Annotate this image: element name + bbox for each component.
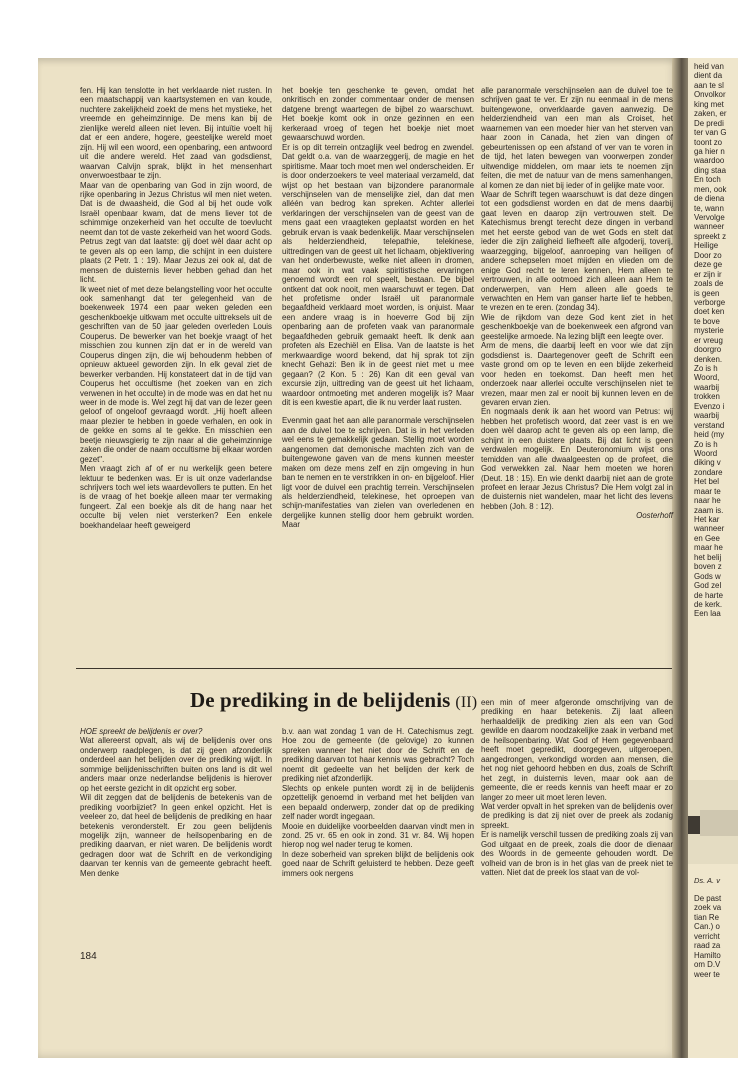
paragraph: fen. Hij kan tenslotte in het verklaarde niet rusten. In een maatschappij van kaartsystemen en van koude, nuchtere zakelijkheid zoekt de mens het mystieke, het vreemde en geheimzinnige. De mens kan bij de zienlijke wereld alleen niet leven. Bij intuïtie voelt hij dat er een andere, hogere, geestelijke wereld moet zijn. Hij wil een woord, een openbaring, een antwoord uit die andere wereld. Het zaad van godsdienst, waarvan Calvijn sprak, blijkt in het mensenhart onverwoestbaar te zijn. <box>80 86 272 181</box>
upper-article-column-2 <box>282 86 474 530</box>
next-page-line: doorgro <box>694 345 722 355</box>
next-page-line: de diena <box>694 194 725 204</box>
next-page-line: er vreug <box>694 335 723 345</box>
opening-question: HOE spreekt de belijdenis er over? <box>80 727 203 736</box>
paragraph: Mooie en duidelijke voorbeelden daarvan vindt men in zond. 25 vr. 65 en ook in zond. 31 vr. 84. Wij hopen hierop nog wel nader terug te komen. <box>282 821 474 850</box>
paragraph: Slechts op enkele punten wordt zij in de belijdenis opzettelijk genoemd in verband met het belijden van een bepaald onderwerp, zonder dat op de prediking zelf nader wordt ingegaan. <box>282 783 474 822</box>
next-page-line: men, ook <box>694 184 727 194</box>
next-page-line: Hamilto <box>694 950 721 960</box>
next-page-line: verricht <box>694 931 720 941</box>
next-page-line: Zo is h <box>694 364 718 373</box>
next-page-line: wanneer <box>694 222 725 232</box>
next-page-line: Het bel <box>694 477 720 487</box>
paragraph: Waar de Schrift tegen waarschuwt is dat deze dingen tot een godsdienst worden en dat de mens daarbij gaat leven en daarop zijn vertrouwen stelt. De Katechismus brengt terecht deze dingen in verband met het eerste gebod van de wet Gods en stelt dat ieder die zijn zaligheid liefheeft alle afgoderij, toverij, waarzegging, bijgeloof, aanroeping van heiligen of andere schepselen moet mijden en vlieden om de enige God recht te leren kennen, Hem alleen te vertrouwen, in alle ootmoed zich alleen aan Hem te onderwerpen, van Hem alleen alle goeds te verwachten en Hem van ganser harte lief te hebben, te vrezen en te eren. (zondag 34). <box>481 189 673 313</box>
next-page-line: Vervolge <box>694 213 725 222</box>
next-page-line: mysterie <box>694 326 724 336</box>
paragraph: b.v. aan wat zondag 1 van de H. Catechismus zegt. Hoe zou de gemeente (de gelovige) zo kunnen spreken wanneer het niet door de Schrift en de prediking daarvan tot haar kennis was gebracht? Toch noemt dit gedeelte van het belijden der kerk de prediking niet afzonderlijk. <box>282 727 474 784</box>
next-page-line: En toch <box>694 175 721 185</box>
next-page-line: en Gee <box>694 533 720 543</box>
paragraph: In deze soberheid van spreken blijkt de belijdenis ook goed naar de Schrift geluisterd te hebben. Deze geeft immers ook nergens <box>282 849 474 878</box>
next-page-line: zondare <box>694 467 723 477</box>
next-page-line: boven z <box>694 562 722 572</box>
next-page-line: te bove <box>694 316 720 326</box>
next-page-line: aan te sl <box>694 80 724 90</box>
next-page-line: Zo is h <box>694 439 718 449</box>
next-page-line: toont zo <box>694 137 723 147</box>
next-page-line: heid (my <box>694 430 725 440</box>
next-page-line: Een laa <box>694 609 721 619</box>
book-gutter <box>672 58 688 1058</box>
next-page-line: de kerk. <box>694 599 723 609</box>
next-page-line: spreekt z <box>694 231 727 241</box>
next-page-photo-light <box>700 810 738 836</box>
paragraph: Maar van de openbaring van God in zijn woord, de rijke openbaring in Jezus Christus wil men niet weten. Dat is de dwaasheid, die God al bij het oude volk Israël openbaar kwam, dat de mens liever tot de schimmige onzekerheid van het occulte de toevlucht neemt dan tot de vaste zekerheid van het woord Gods. Petrus zegt van dat laatste: gij doet wèl daar acht op te geven als op een lamp, die schijnt in een duistere plaats (2 Petr. 1 : 19). Maar Jezus zei ook al, dat de mensen de duisternis liever hebben gehad dan het licht. <box>80 180 272 285</box>
paragraph: Wat allereerst opvalt, als wij de belijdenis over ons onderwerp raadplegen, is dat zij geen afzonderlijk onderdeel aan het belijden over de prediking wijdt. In sommige belijdenisschriften buiten ons land is dit wel anders maar onze nederlandse belijdenis is hierover op het eerste gezicht in dit opzicht erg sober. <box>80 736 272 793</box>
next-page-line: is geen <box>694 288 720 298</box>
paragraph: Wie de rijkdom van deze God kent ziet in het geschenkboekje van de boekenweek een afgrond van geestelijke armoede. Na lezing blijft een leegte over. <box>481 312 673 341</box>
paragraph: Arm de mens, die daarbij leeft en voor wie dat zijn godsdienst is. Daartegenover geeft de Schrift een vaste grond om op te leven en een blijde zekerheid voor heden en toekomst. Dan heeft men het onderzoek naar allerlei occulte verschijnselen niet te vrezen, maar men zal er nooit bij kunnen leven en de gevaren ervan zien. <box>481 341 673 407</box>
next-page-line: weer te <box>694 969 720 979</box>
next-page-line: trokken <box>694 392 720 402</box>
article-title <box>190 688 490 713</box>
next-page-line: zoek va <box>694 903 722 913</box>
next-page-line: om D.V <box>694 960 721 970</box>
paragraph: een min of meer afgeronde omschrijving van de prediking en haar betekenis. Zij laat alleen herhaaldelijk de prediking zien als een van God gewilde en daarom noodzakelijke zaak in verband met de heilsopenbaring. Wat God of Hem gegevenbaard heeft moet gepredikt, doorgegeven, uitgeroepen, aangedrongen, verkondigd worden aan mensen, die het nog niet gehoord hebben en dus, zoals de Schrift het zegt, in duisternis leven, maar ook aan de gemeente, die er reeds kennis van heeft maar er zo langer zo meer uit moet leren leven. <box>481 698 673 802</box>
next-page-line: doet ken <box>694 307 725 317</box>
next-page-line: maar he <box>694 543 723 553</box>
next-page-line: zaken, er <box>694 109 727 119</box>
upper-article-column-1 <box>80 86 272 530</box>
paragraph: Wil dit zeggen dat de belijdenis de betekenis van de prediking voorbijziet? In geen enkel opzicht. Het is veeleer zo, dat heel de belijdenis de prediking en haar betekenis veronderstelt. Er zou geen belijdenis mogelijk zijn, wanneer de heilsopenbaring en de prediking daarvan, er niet waren. De belijdenis wordt gedragen door wat de Schrift en de verkondiging daarvan ter kennis van de gemeente gebracht heeft. Men denke <box>80 793 272 878</box>
next-page-line: De predi <box>694 118 724 128</box>
next-page-line: deze ge <box>694 260 723 270</box>
next-page-lower-fragments <box>694 894 738 979</box>
next-page-line: verborge <box>694 297 726 307</box>
next-page-line: zaam is. <box>694 505 724 515</box>
next-page-line: waarbij <box>694 411 719 421</box>
lower-article-column-3 <box>481 698 673 878</box>
next-page-line: denken. <box>694 354 723 364</box>
next-page-line: Can.) o <box>694 922 720 932</box>
next-page-line: ter van G <box>694 128 727 138</box>
next-page-line: Woord, <box>694 373 720 383</box>
paragraph: alle paranormale verschijnselen aan de duivel toe te schrijven gaat te ver. Er zijn nu eenmaal in de mens buitengewone, onverklaarde gaven aanwezig. De helderziendheid van een man als Croiset, het waarnemen van een moeder hier van het sterven van haar zoon in Canada, het zien van dingen of gebeurtenissen op een afstand of ver van te voren in de tijd, het laten bewegen van voorwerpen zonder uitwendige middelen, om maar iets te noemen zijn feiten, die met de natuur van de mens samenhangen, al komen ze dan niet bij ieder of in gelijke mate voor. <box>481 86 673 190</box>
next-page-line: Woord <box>694 448 718 458</box>
next-page-line: wanneer <box>694 524 725 534</box>
paragraph: Er is namelijk verschil tussen de prediking zoals zij van God uitgaat en de preek, zoals die door de dienaar des Woords in de gemeente gehouden wordt. De volheid van de bron is in het glas van de preek niet te vatten. Niet dat de preek los staat van de vol- <box>481 830 673 878</box>
next-page-line: heid van <box>694 62 724 71</box>
next-page-line: naar he <box>694 496 721 506</box>
next-page-line: raad za <box>694 941 721 951</box>
section-divider <box>76 668 672 669</box>
lower-article-column-1 <box>80 727 272 878</box>
next-page-line: maar te <box>694 486 721 496</box>
next-page-line: dient da <box>694 71 723 81</box>
page-number: 184 <box>80 951 97 962</box>
article-title-part: (II) <box>455 694 478 711</box>
lower-article-column-2 <box>282 727 474 878</box>
next-page-line: zoals de <box>694 279 724 289</box>
next-page-line: Gods w <box>694 571 721 581</box>
next-page-line: ga hier n <box>694 146 725 156</box>
paragraph: het boekje ten geschenke te geven, omdat het onkritisch en zonder commentaar onder de mensen datgene brengt waartegen de bijbel zo waarschuwt. Het boekje komt ook in onze gezinnen en een kerkeraad vroeg of tegen het boekje niet moet gewaarschuwd worden. <box>282 86 474 143</box>
paragraph: Wat verder opvalt in het spreken van de belijdenis over de prediking is dat zij niet over de preek als zodanig spreekt. <box>481 801 673 830</box>
next-page-line: ding staa <box>694 165 727 175</box>
next-page-line: Evenzo i <box>694 401 725 411</box>
next-page-line: waarbij <box>694 382 719 392</box>
paragraph: Men vraagt zich af of er nu werkelijk geen betere lektuur te bedenken was. Er is uit onze vaderlandse schrijvers toch wel iets waardevollers te putten. En het is de vraag of het boekje alleen maar ter vermaking fungeert. Zal een boekje als dit de hang naar het occulte bij velen niet versterken? Een enkele boekhandelaar heeft geweigerd <box>80 464 272 530</box>
paragraph: Er is op dit terrein ontzaglijk veel bedrog en zwendel. Dat geldt o.a. van de waarzeggerij, de magie en het spiritisme. Maar toch moet men wel onderscheiden. Er is door onderzoekers te veel materiaal verzameld, dat wijst op het bestaan van bijzondere paranormale verschijnselen van de menselijke ziel, dan dat men alléén van bedrog kan spreken. Achter allerlei verklaringen der verschijnselen van de geest van de mens gaat een vraagteken geplaatst worden en het gebruik ervan is vaak bedenkelijk. Maar verschijnselen als helderziendheid, telepathie, telekinese, uittredingen van de geest uit het lichaam, objektivering van het onderbewuste, welke niet alleen in dromen, maar ook in wat vaak spiritistische ervaringen genoemd wordt een rol speelt, bestaan. De bijbel ontkent dat ook nooit, men waarschuwt er tegen. Dat het profetisme onder Israël uit paranormale begaafdheid verklaard moet worden, is onjuist. Maar een andere vraag is in hoeverre God bij zijn openbaring aan de profeten vaak van paranormale begaafdheden gebruik gemaakt heeft. Ik denk aan profeten als Ezechiël en Elisa. Van de laatste is het merkwaardige woord bekend, dat hij sprak tot zijn knecht Gehazi: Ben ik in de geest niet met u mee gegaan? (2 Kon. 5 : 26) Kan dit een geval van excursie zijn, uittreding van de geest uit het lichaam, waardoor ontmoeting met anderen mogelijk is? Maar dit is een kwestie apart, die ik nu verder laat rusten. <box>282 142 474 407</box>
next-page-text-fragments <box>694 62 738 619</box>
next-page-edge <box>688 58 738 1058</box>
next-page-photo-dark <box>688 816 700 834</box>
next-page-line: Door zo <box>694 250 722 260</box>
next-page-line: Heilige <box>694 241 719 251</box>
next-page-line: Het kar <box>694 515 720 524</box>
next-page-line: God zel <box>694 581 722 591</box>
next-page-line: De past <box>694 894 722 903</box>
article-title-text: De prediking in de belijdenis <box>190 688 451 712</box>
next-page-line: diking v <box>694 458 721 468</box>
next-page-line: er zijn ir <box>694 269 722 279</box>
next-page-line: waardoo <box>694 156 725 166</box>
next-page-caption: Ds. A. v <box>694 876 720 885</box>
next-page-line: het belij <box>694 552 722 562</box>
next-page-line: te, wann <box>694 203 724 213</box>
author-signature: Oosterhoff <box>636 511 673 521</box>
next-page-line: verstand <box>694 420 725 430</box>
next-page-line: king met <box>694 99 724 109</box>
upper-article-column-3 <box>481 86 673 521</box>
paragraph: En nogmaals denk ik aan het woord van Petrus: wij hebben het profetisch woord, dat zeer vast is en we doen wèl daarop acht te geven als op een lamp, die schijnt in een duistere plaats. Bij dat licht is geen verdwalen mogelijk. En Deuteronomium wijst ons temidden van alle dwaalgeesten op de profeet, die God verwekken zal. Naar hem moeten we horen (Deut. 18 : 15). En wie denkt daarbij niet aan de grote profeet en leraar Jezus Christus? Die Hem volgt zal in de duisternis niet wandelen, maar het licht des levens hebben (Joh. 8 : 12). <box>481 407 673 511</box>
next-page-line: Onvolkor <box>694 90 726 100</box>
next-page-line: tian Re <box>694 912 720 922</box>
next-page-line: de harte <box>694 590 723 600</box>
paragraph: Evenmin gaat het aan alle paranormale verschijnselen aan de duivel toe te schrijven. Dat is in het verleden wel eens te gemakkelijk gedaan. Stellig moet worden aangenomen dat demonische machten zich van de buitengewone gaven van de mens kunnen meester maken om deze mens zelf en zijn omgeving in hun ban te nemen en te verstrikken in on- en bijgeloof. Hier ligt voor de duivel een prachtig terrein. Verschijnselen als helderziendheid, telekinese, het oproepen van schijn-manifestaties van zielen van overledenen en dergelijke kunnen stellig door hem gebruikt worden. Maar <box>282 416 474 530</box>
paragraph: Ik weet niet of met deze belangstelling voor het occulte ook samenhangt dat ter gelegenheid van de boekenweek 1974 een paar weken geleden een geschenkboekje uitkwam met occulte uittreksels uit de geschriften van de 50 jaar geleden overleden Louis Couperus. De bewerker van het boekje vraagt of het misschien zou kunnen zijn dat er in de wereld van Couperus dingen zijn, die wij behoudenm hebben of opnieuw aktueel geworden zijn. In elk geval ziet de bewerker verbanden. Hij konstateert dat in de tijd van Couperus het occultisme (het zoeken van en zich verwenen in het occulte) in de mode was en dat het nu weer in de mode is. Wel zegt hij dat van de lezer geen geloof of ongeloof gevraagd wordt. „Hij hoeft alleen maar plezier te hebben in goede verhalen, en ook in de gekke en soms al te gekke. En misschien een beetje nieuwsgierig te zijn naar al die geheimzinnige zaken die onder de naam occultisme bij elkaar worden gezet". <box>80 284 272 464</box>
